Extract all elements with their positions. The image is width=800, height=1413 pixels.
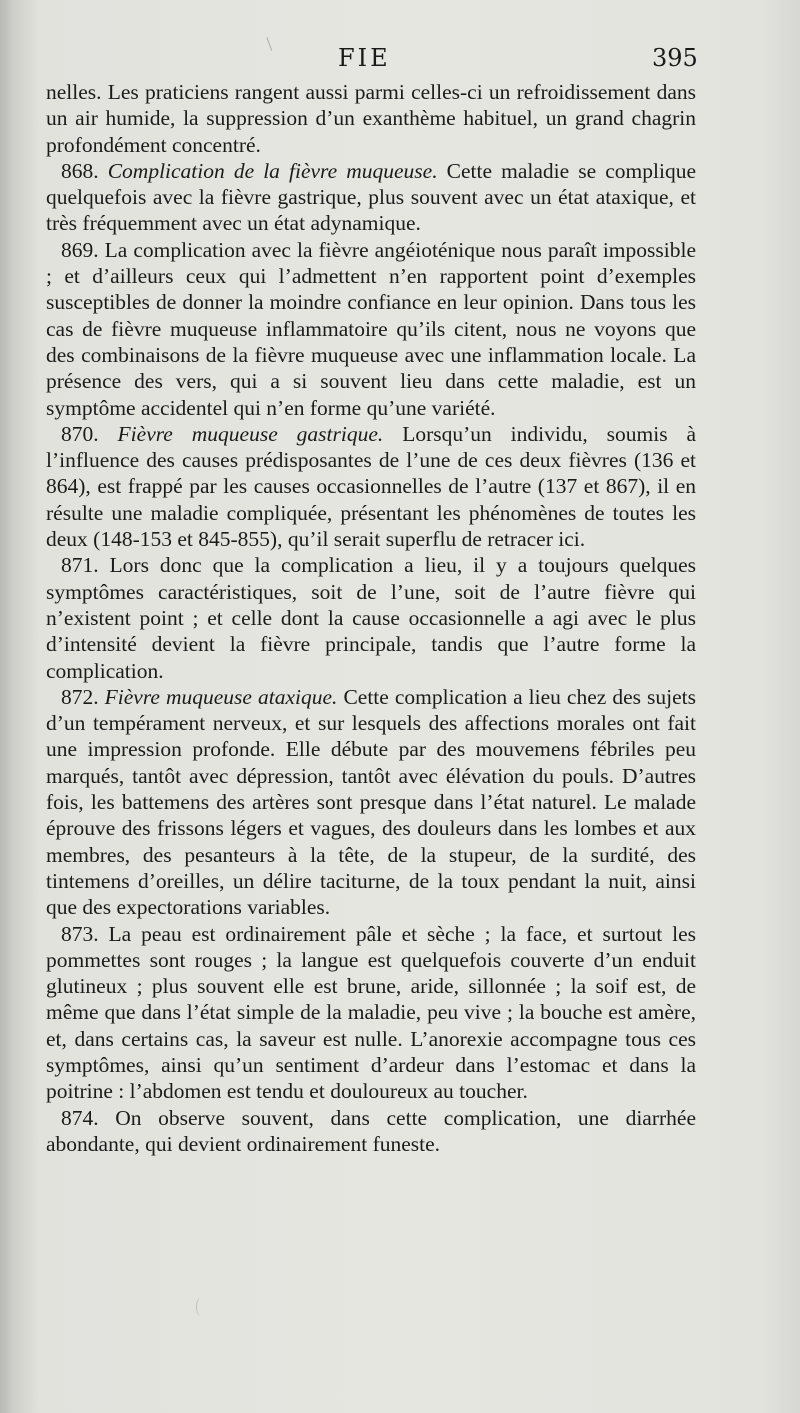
paragraph-873 [46,921,696,1105]
paragraph-number: 871. [61,553,99,578]
section-title: Fièvre muqueuse gastrique. [117,421,384,446]
paragraph-869 [46,237,696,421]
paragraph-continuation [46,79,696,158]
running-head: FIE [338,44,391,72]
paragraph-870 [46,421,696,552]
paragraph-871 [46,552,696,683]
paragraph-text: On observe souvent, dans cette complication, une diarrhée abondante, qui devient ordinairement funeste. [46,1105,697,1156]
paragraph-number: 869. [61,237,99,262]
paragraph-868 [46,158,696,237]
body-text [46,79,696,1157]
section-title: Fièvre muqueuse ataxique. [104,684,338,709]
paragraph-text: Cette complication a lieu chez des sujets d’un tempérament nerveux, et sur lesquels des affections morales ont fait une impression profonde. Elle débute par des mouvemens fébriles peu marqués, tantôt avec dépression, tantôt avec élévation du pouls. D’autres fois, les battemens des artères sont presque dans l’état naturel. Le malade éprouve des frissons légers et vagues, des douleurs dans les lombes et aux membres, des pesanteurs à la tête, de la stupeur, de la surdité, des tintemens d’oreilles, un délire taciturne, de la toux pendant la nuit, ainsi que des expectorations variables. [46,684,696,920]
page-header [0,44,800,76]
paragraph-872 [46,684,696,921]
paragraph-text: nelles. Les praticiens rangent aussi parmi celles-ci un refroidissement dans un air humide, la suppression d’un exanthème habituel, un grand chagrin profondément concentré. [46,80,696,157]
paragraph-number: 874. [61,1105,99,1130]
paragraph-text: La complication avec la fièvre angéioténique nous paraît impossible ; et d’ailleurs ceux qui l’admettent n’en rapportent point d’exemples susceptibles de donner la moindre confiance en leur opinion. Dans tous les cas de fièvre muqueuse inflammatoire qu’ils citent, nous ne voyons que des combinaisons de la fièvre muqueuse avec une inflammation locale. La présence des vers, qui a si souvent lieu dans cette maladie, est un symptôme accidentel qui n’en forme qu’une variété. [46,237,697,420]
page-blemish [196,1298,205,1316]
paragraph-number: 873. [61,921,99,946]
paragraph-text: Lors donc que la complication a lieu, il y a toujours quelques symptômes caractéristiques, soit de l’une, soit de l’autre fièvre qui n’existent point ; et celle dont la cause occasionnelle a agi avec le plus d’intensité devient la fièvre principale, tandis que l’autre forme la complication. [46,553,696,683]
paragraph-number: 870. [61,421,99,446]
paragraph-number: 872. [61,684,99,709]
paragraph-text: La peau est ordinairement pâle et sèche ; la face, et surtout les pommettes sont rouges ; la langue est quelquefois couverte d’un enduit glutineux ; plus souvent elle est brune, aride, sillonnée ; la soif est, de même que dans l’état simple de la maladie, peu vive ; la bouche est amère, et, dans certains cas, la saveur est nulle. L’anorexie accompagne tous ces symptômes, ainsi qu’un sentiment d’ardeur dans l’estomac et dans la poitrine : l’abdomen est tendu et douloureux au toucher. [46,921,696,1104]
section-title: Complication de la fièvre muqueuse. [107,158,438,183]
paragraph-text: Cette maladie se complique quelquefois avec la fièvre gastrique, plus souvent avec un état ataxique, et très fréquemment avec un état adynamique. [46,158,696,236]
paragraph-874 [46,1105,696,1158]
paragraph-text: Lorsqu’un individu, soumis à l’influence des causes prédisposantes de l’une de ces deux fièvres (136 et 864), est frappé par les causes occasionnelles de l’autre (137 et 867), il en résulte une maladie compliquée, présentant les phénomènes de toutes les deux (148-153 et 845-855), qu’il serait superflu de retracer ici. [46,421,697,552]
paragraph-number: 868. [61,158,99,183]
page-number: 395 [652,44,698,72]
